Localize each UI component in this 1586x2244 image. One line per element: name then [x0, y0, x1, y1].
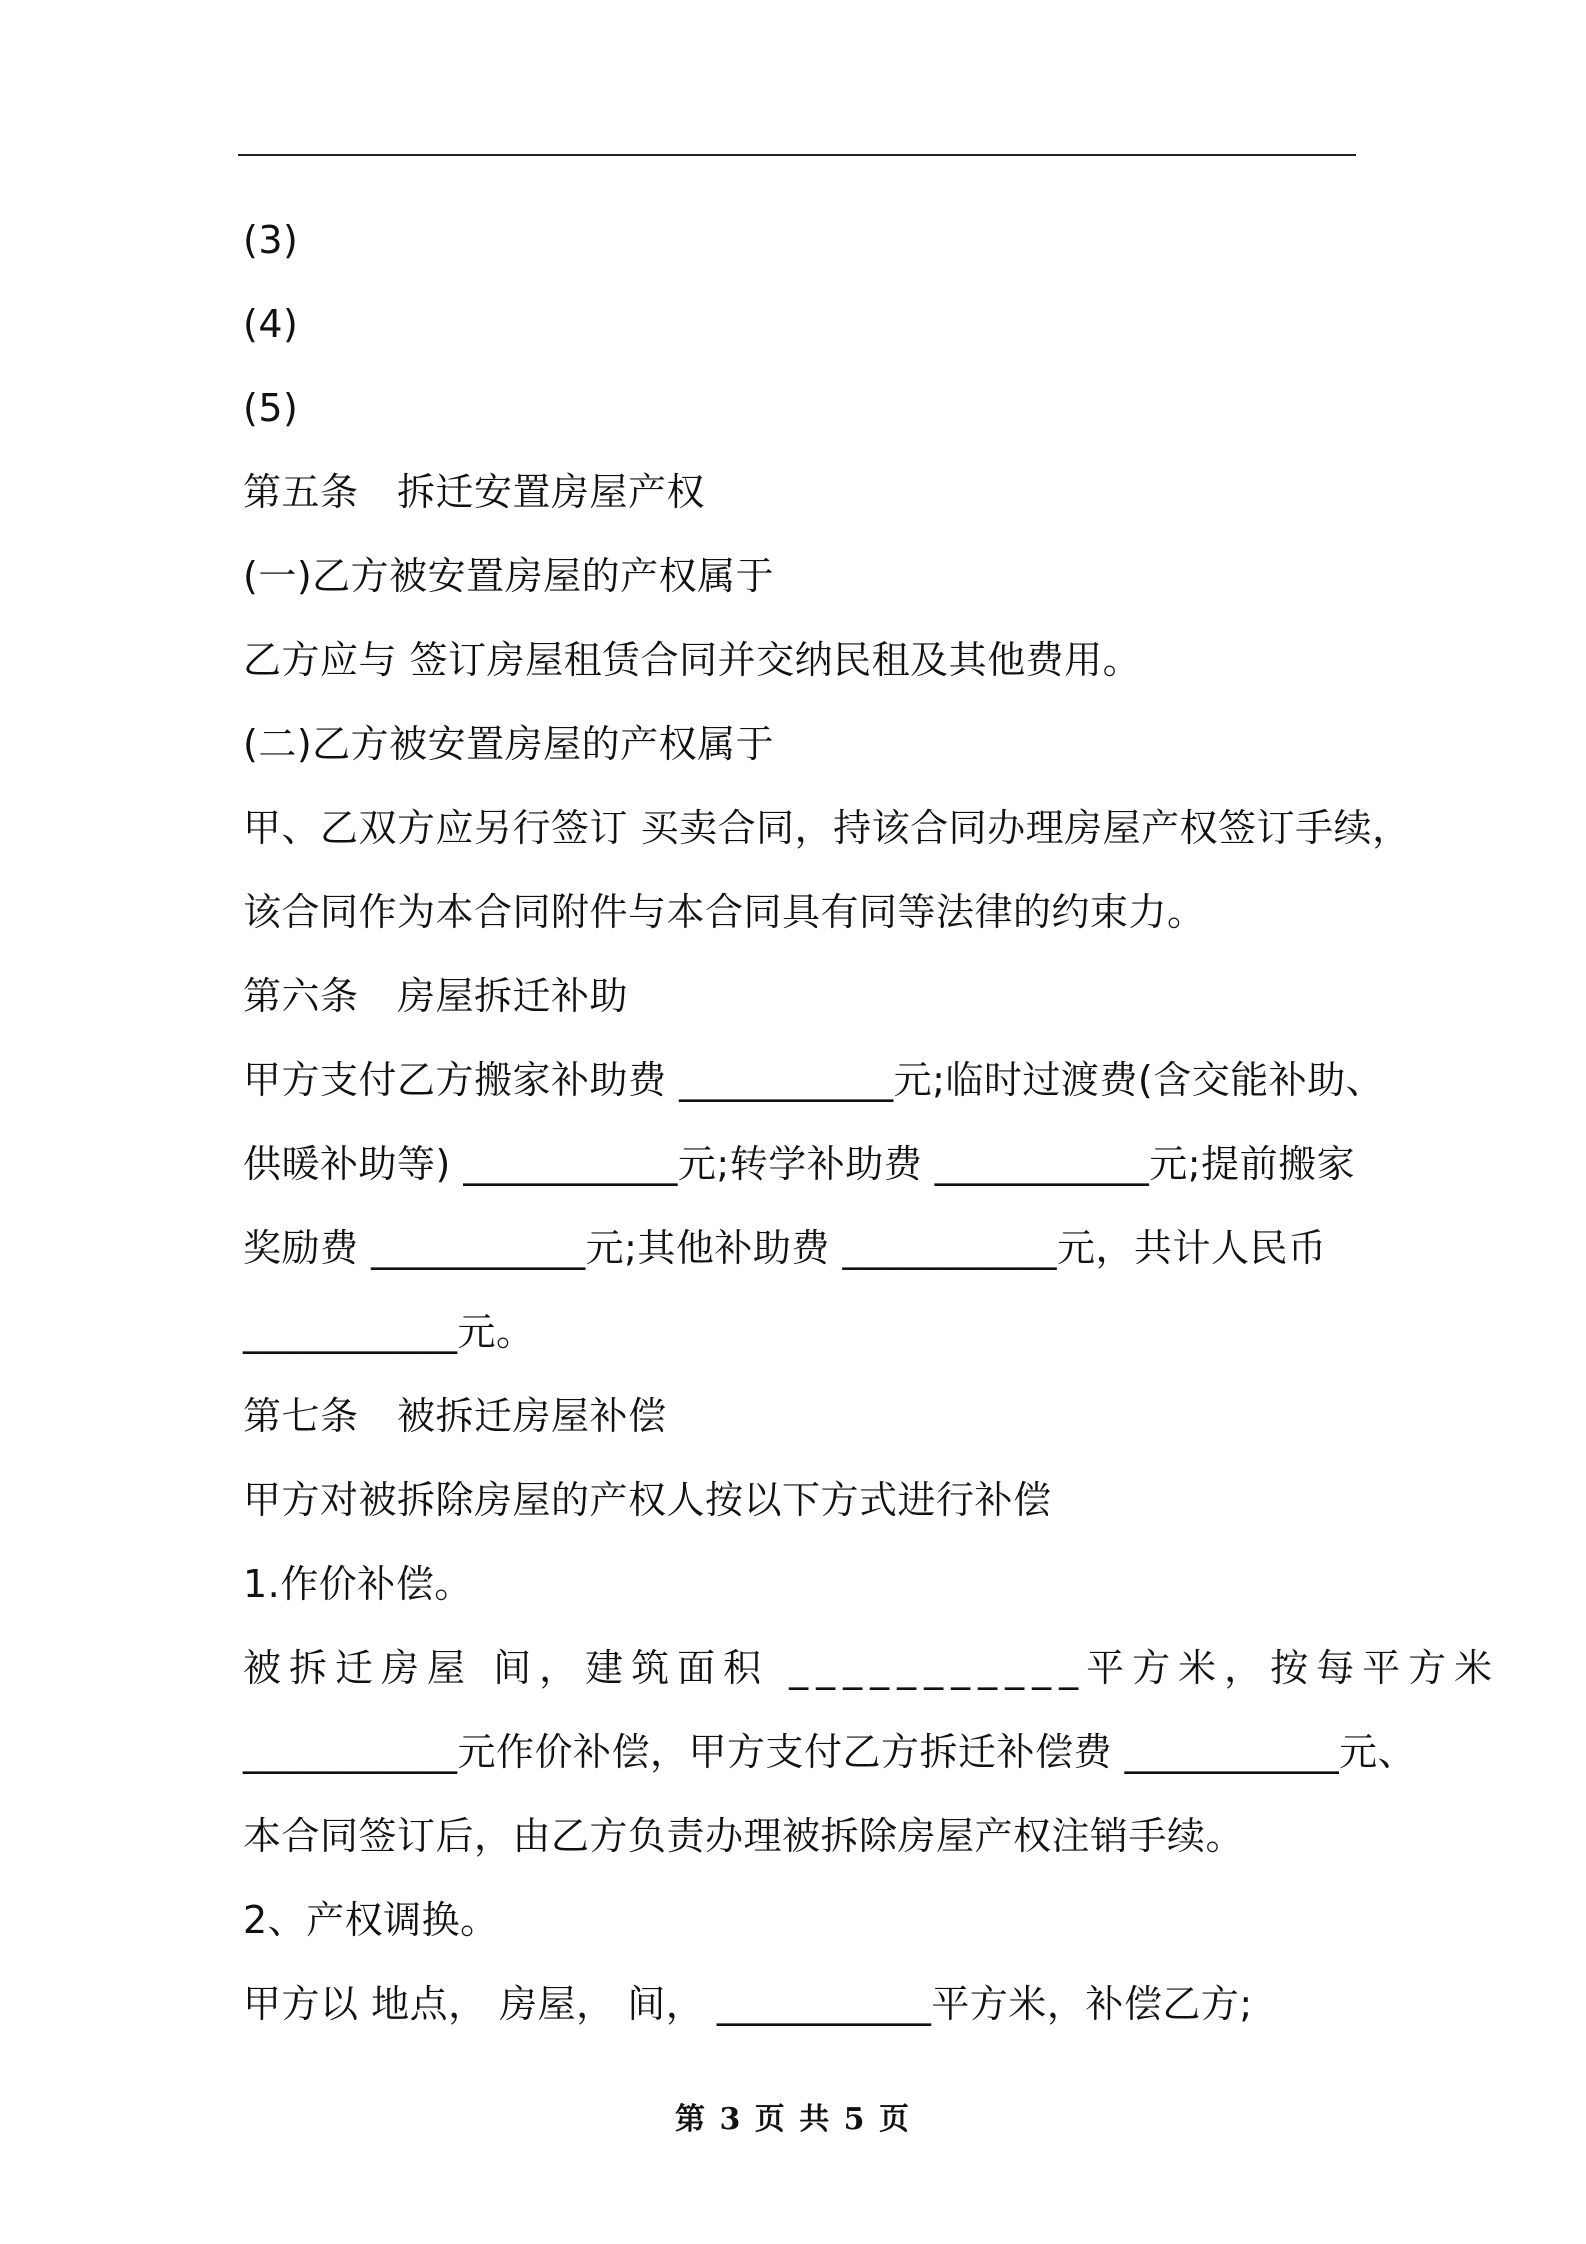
clause-5-2-text-1: 甲、乙双方应另行签订 买卖合同，持该合同办理房屋产权签订手续，	[243, 806, 1411, 850]
clause-5-2-text-2: 该合同作为本合同附件与本合同具有同等法律的约束力。	[243, 890, 1206, 934]
article-6-text-3: 奖励费 ___________元;其他补助费 ___________元，共计人民币	[243, 1226, 1327, 1270]
article-7-intro: 甲方对被拆除房屋的产权人按以下方式进行补偿	[243, 1478, 1052, 1522]
clause-5-2: (二)乙方被安置房屋的产权属于	[243, 722, 775, 766]
item-3: (3)	[243, 218, 299, 262]
article-7-item-1-text-3: 本合同签订后，由乙方负责办理被拆除房屋产权注销手续。	[243, 1814, 1245, 1858]
article-7-heading: 第七条 被拆迁房屋补偿	[243, 1394, 667, 1438]
item-4: (4)	[243, 302, 299, 346]
article-7-item-1-text-2: ___________元作价补偿，甲方支付乙方拆迁补偿费 ___________元、	[243, 1730, 1417, 1774]
article-7-item-2-text: 甲方以 地点， 房屋， 间， ___________平方米，补偿乙方;	[243, 1982, 1253, 2026]
clause-5-1-text: 乙方应与 签订房屋租赁合同并交纳民租及其他费用。	[243, 638, 1142, 682]
header-rule	[238, 154, 1356, 156]
article-6-heading: 第六条 房屋拆迁补助	[243, 974, 629, 1018]
article-6-text-1: 甲方支付乙方搬家补助费 ___________元;临时过渡费(含交能补助、	[243, 1058, 1385, 1102]
document-body	[243, 198, 1501, 2046]
article-7-item-1: 1.作价补偿。	[243, 1562, 473, 1606]
item-5: (5)	[243, 386, 299, 430]
page-number: 第 3 页 共 5 页	[675, 2102, 911, 2137]
article-6-text-2: 供暖补助等) ___________元;转学补助费 ___________元;提前搬家	[243, 1142, 1356, 1186]
clause-5-1: (一)乙方被安置房屋的产权属于	[243, 554, 775, 598]
article-7-item-1-text-1: 被拆迁房屋 间，建筑面积 ___________平方米，按每平方米	[243, 1646, 1501, 1690]
article-5-heading: 第五条 拆迁安置房屋产权	[243, 470, 706, 514]
article-6-text-4: ___________元。	[243, 1310, 535, 1354]
article-7-item-2: 2、产权调换。	[243, 1898, 499, 1942]
